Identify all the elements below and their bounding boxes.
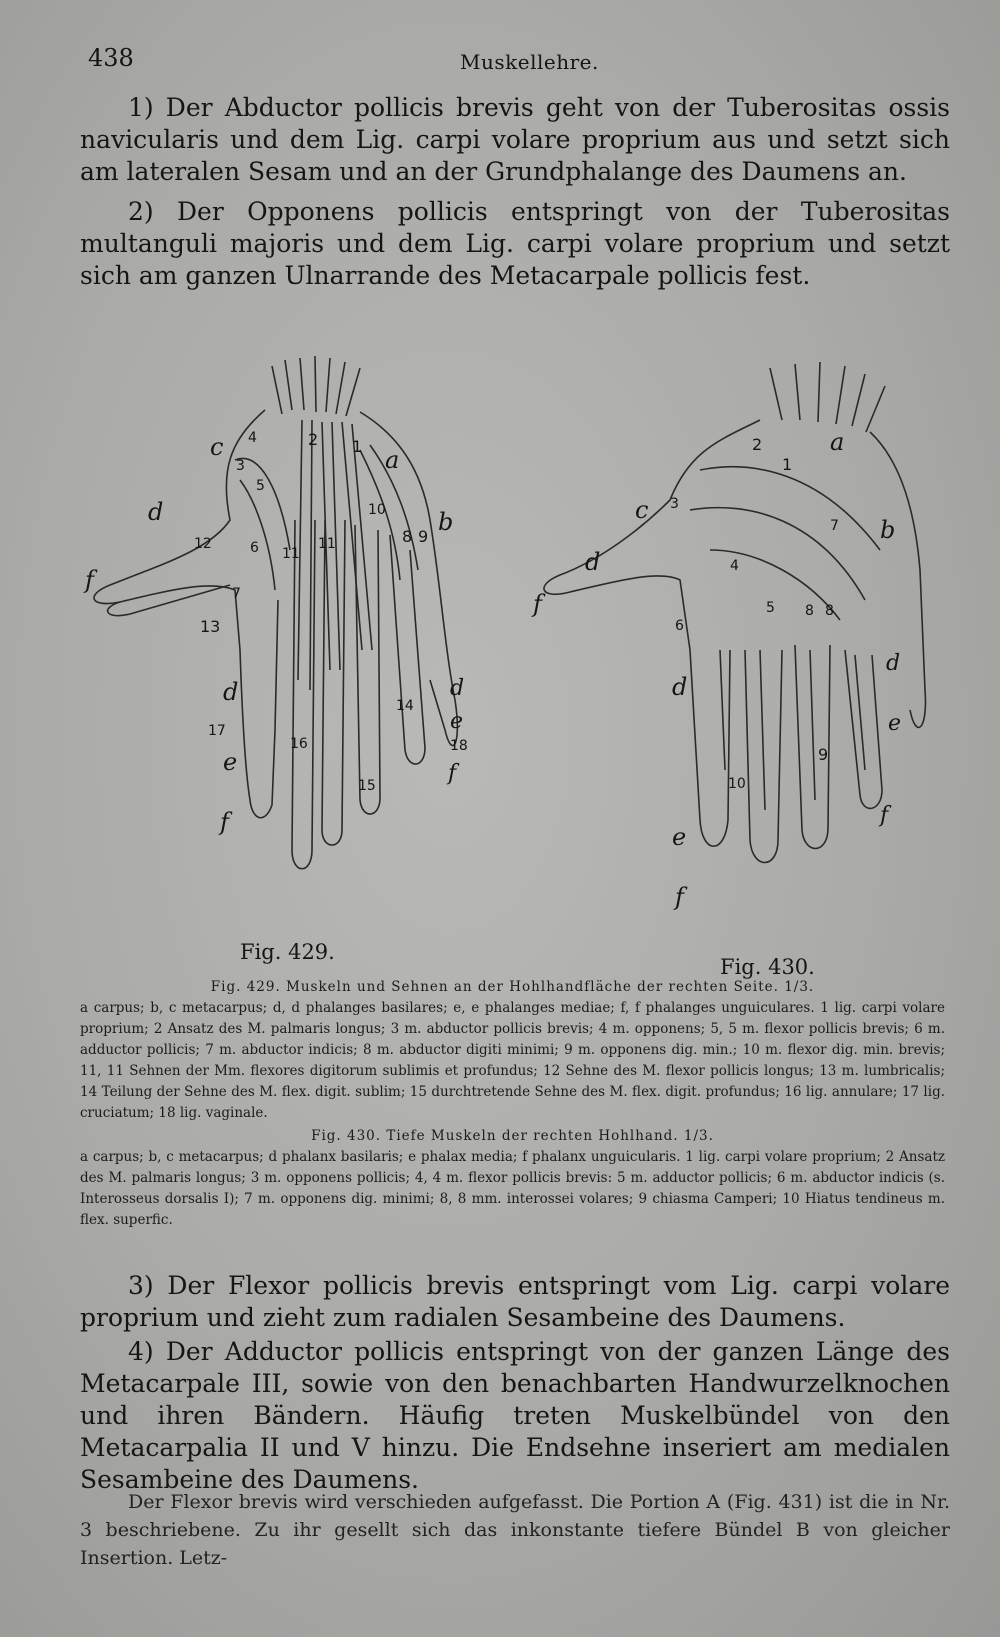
label-d: d	[223, 678, 239, 706]
label-10: 10	[368, 502, 386, 518]
label-14: 14	[396, 698, 414, 714]
label-2: 2	[752, 435, 763, 454]
label-e: e	[450, 709, 464, 734]
label-10: 10	[728, 776, 746, 792]
label-c: c	[635, 496, 649, 524]
label-11: 11	[282, 546, 300, 562]
label-5: 5	[766, 600, 775, 616]
label-d: d	[450, 676, 465, 701]
label-c: c	[210, 433, 224, 461]
label-1: 1	[352, 437, 363, 456]
paragraph-opponens-pollicis: 2) Der Opponens pollicis entspringt von der Tuberositas multanguli majoris und dem Lig. carpi volare proprium und setzt sich am ganzen Ulnarrande des Metacarpale pollicis fest.	[80, 197, 950, 290]
label-9: 9	[818, 745, 829, 764]
label-a: a	[830, 428, 845, 456]
paragraph-flexor-pollicis-brevis: 3) Der Flexor pollicis brevis entspringt vom Lig. carpi volare proprium und zieht zum radialen Sesambeine des Daumens.	[80, 1271, 950, 1332]
label-8: 8	[805, 603, 814, 619]
label-5: 5	[256, 478, 265, 494]
caption-430-title: Fig. 430. Tiefe Muskeln der rechten Hohlhand. 1/3.	[311, 1128, 714, 1144]
figure-430	[520, 350, 960, 980]
paragraph-flexor-brevis-note: Der Flexor brevis wird verschieden aufgefasst. Die Portion A (Fig. 431) ist die in Nr. 3 beschriebene. Zu ihr gesellt sich das inkonstante tiefere Bündel B von gleicher Insertion. Letz-	[80, 1491, 950, 1569]
label-2: 2	[308, 430, 319, 449]
label-e: e	[672, 823, 687, 851]
label-8: 8	[402, 527, 413, 546]
label-6: 6	[675, 618, 684, 634]
label-a: a	[385, 446, 400, 474]
label-f: f	[448, 761, 457, 786]
label-f: f	[880, 803, 889, 828]
label-11: 11	[318, 536, 336, 552]
label-7: 7	[232, 586, 241, 602]
label-d: d	[886, 651, 901, 676]
figure-429-title: Fig. 429.	[240, 940, 335, 964]
label-d: d	[672, 673, 688, 701]
label-d: d	[585, 548, 601, 576]
figure-430-title: Fig. 430.	[720, 955, 815, 979]
caption-429-title: Fig. 429. Muskeln und Sehnen an der Hohlhandfläche der rechten Seite. 1/3.	[210, 979, 815, 995]
label-b: b	[880, 516, 896, 544]
label-18: 18	[450, 738, 468, 754]
label-b: b	[438, 508, 454, 536]
label-e: e	[223, 748, 238, 776]
label-17: 17	[208, 723, 226, 739]
label-15: 15	[358, 778, 376, 794]
caption-429-text: a carpus; b, c metacarpus; d, d phalanges basilares; e, e phalanges mediae; f, f phalanges unguiculares. 1 lig. carpi volare proprium; 2 Ansatz des M. palmaris longus; 3 m. abductor pollicis brevis; 4 m. opponens; 5, 5 m. flexor pollicis brevis; 6 m. adductor pollicis; 7 m. abductor indicis; 8 m. abductor digiti minimi; 9 m. opponens dig. min.; 10 m. flexor dig. min. brevis; 11, 11 Sehnen der Mm. flexores digitorum sublimis et profundus; 12 Sehne des M. flexor pollicis longus; 13 m. lumbricalis; 14 Teilung der Sehne des M. flex. digit. sublim; 15 durchtretende Sehne des M. flex. digit. profundus; 16 lig. annulare; 17 lig. cruciatum; 18 lig. vaginale.	[80, 1000, 945, 1121]
label-d: d	[148, 498, 164, 526]
label-12: 12	[194, 536, 212, 552]
label-f: f	[220, 808, 229, 836]
label-7: 7	[830, 518, 839, 534]
paragraph-abductor-pollicis-brevis: 1) Der Abductor pollicis brevis geht von der Tuberositas ossis navicularis und dem Lig. carpi volare proprium aus und setzt sich am lateralen Sesam und an der Grundphalange des Daumens an.	[80, 93, 950, 186]
figure-captions	[80, 977, 945, 1233]
caption-430-text: a carpus; b, c metacarpus; d phalanx basilaris; e phalax media; f phalanx unguicularis. 1 lig. carpi volare proprium; 2 Ansatz des M. palmaris longus; 3 m. opponens pollicis; 4, 4 m. flexor pollicis brevis: 5 m. adductor pollicis; 6 m. abductor indicis (s. Interosseus dorsalis I); 7 m. opponens dig. minimi; 8, 8 mm. interossei volares; 9 chiasma Camperi; 10 Hiatus tendineus m. flex. superfic.	[80, 1149, 945, 1228]
label-1: 1	[782, 455, 793, 474]
running-head: Muskellehre.	[460, 50, 599, 74]
label-3: 3	[236, 458, 245, 474]
label-f: f	[533, 590, 542, 618]
label-3: 3	[670, 496, 679, 512]
label-f: f	[675, 883, 684, 910]
label-6: 6	[250, 540, 259, 556]
page-number: 438	[88, 44, 134, 72]
label-4: 4	[248, 430, 257, 446]
figure-429	[60, 350, 500, 980]
label-e: e	[888, 711, 902, 736]
label-4: 4	[730, 558, 739, 574]
page-header	[80, 40, 960, 80]
hand-palm-superficial-illustration	[60, 350, 500, 910]
label-9: 9	[418, 527, 429, 546]
label-13: 13	[200, 617, 221, 636]
hand-palm-deep-illustration	[520, 350, 960, 910]
figure-area	[60, 350, 960, 980]
paragraph-adductor-pollicis: 4) Der Adductor pollicis entspringt von der ganzen Länge des Metacarpale III, sowie von den benachbarten Handwurzelknochen und ihren Bändern. Häufig treten Muskelbündel von den Metacarpalia II und V hinzu. Die Endsehne inseriert am medialen Sesambeine des Daumens.	[80, 1337, 950, 1494]
label-16: 16	[290, 736, 308, 752]
label-f: f	[85, 566, 94, 594]
label-8: 8	[825, 603, 834, 619]
